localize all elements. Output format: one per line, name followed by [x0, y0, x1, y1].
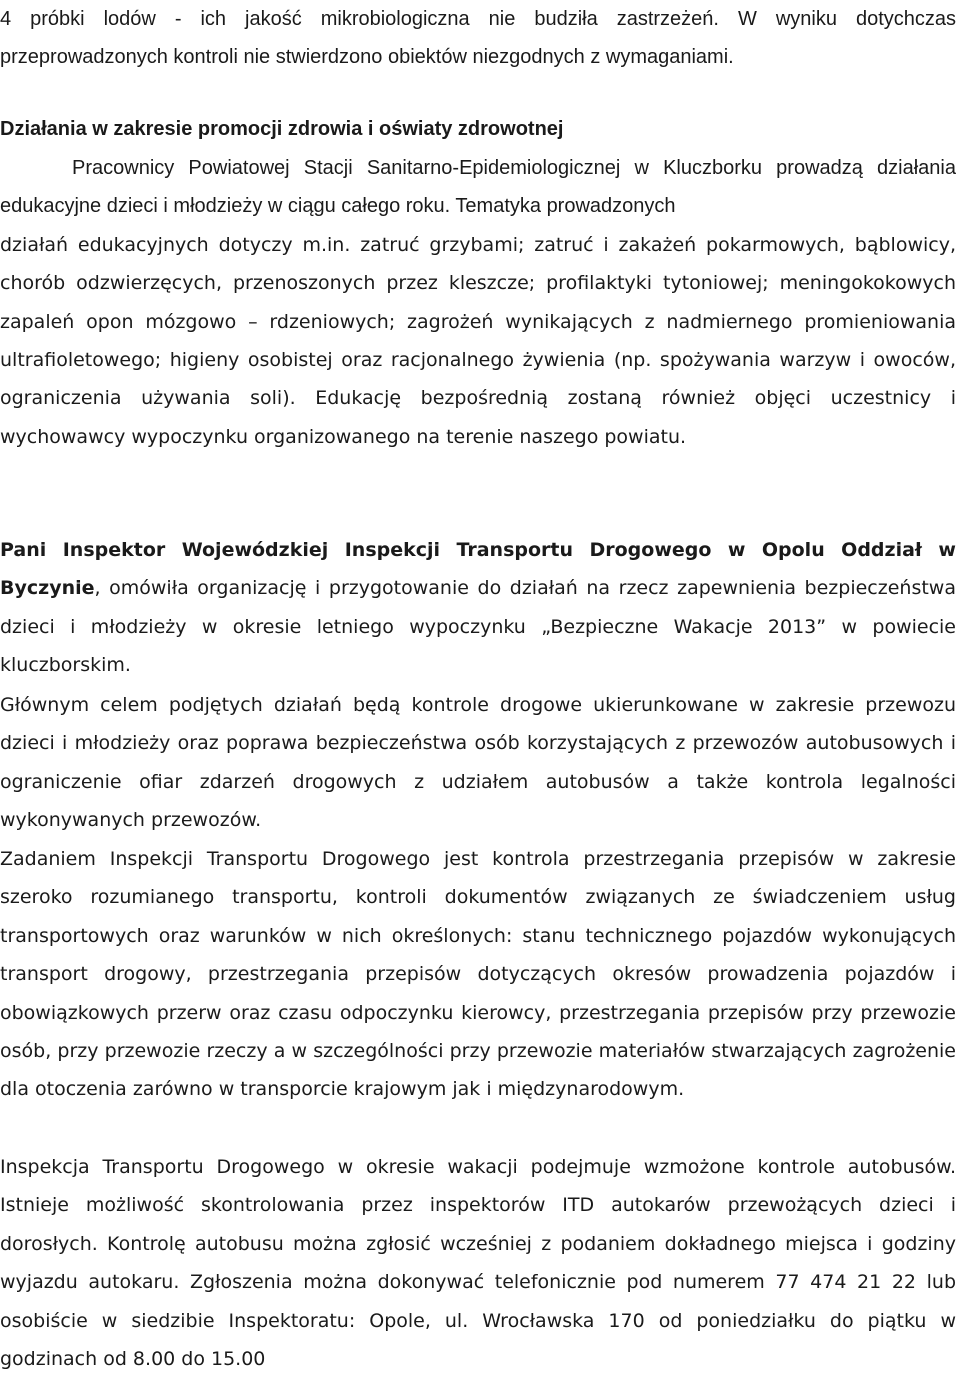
intro-paragraph: 4 próbki lodów - ich jakość mikrobiologiczna nie budziła zastrzeżeń. W wyniku dotychczas przeprowadzonych kontroli nie stwierdzono obiektów niezgodnych z wymaganiami. [0, 8, 956, 69]
inspector-rest: , omówiła organizację i przygotowanie do działań na rzecz zapewnienia bezpieczeństwa dzieci i młodzieży w okresie letniego wypoczynku „Bezpieczne Wakacje 2013” w powiecie kluczborskim. [0, 577, 956, 677]
itd-paragraph: Inspekcja Transportu Drogowego w okresie wakacji podejmuje wzmożone kontrole autobusów. Istnieje możliwość skontrolowania przez inspektorów ITD autokarów przewożących dzieci i dorosłych. Kontrolę autobusu można zgłosić wcześniej z podaniem dokładnego miejsca i godziny wyjazdu autokaru. Zgłoszenia można dokonywać telefonicznie pod numerem 77 474 21 22 lub osobiście w siedzibie Inspektoratu: Opole, ul. Wrocławska 170 od poniedziałku do piątku w godzinach od 8.00 do 15.00 [0, 1156, 956, 1371]
section-heading: Działania w zakresie promocji zdrowia i oświaty zdrowotnej [0, 118, 564, 140]
health-paragraph-part2: działań edukacyjnych dotyczy m.in. zatruć grzybami; zatruć i zakażeń pokarmowych, bąblowicy, chorób odzwierzęcych, przenoszonych przez kleszcze; profilaktyki tytoniowej; meningokokowych zapaleń opon mózgowo – rdzeniowych; zagrożeń wynikających z nadmiernego promieniowania ultrafioletowego; higieny osobistej oraz racjonalnego żywienia (np. spożywania warzyw i owoców, ograniczenia używania soli). Edukację bezpośrednią zostaną również objęci uczestnicy i wychowawcy wypoczynku organizowanego na terenie naszego powiatu. [0, 233, 956, 448]
inspector-bold-lead: Pani Inspektor Wojewódzkiej Inspekcji Transportu Drogowego w Opolu Oddział w Byczynie [0, 539, 956, 600]
health-paragraph [0, 149, 956, 456]
health-paragraph-part1: Pracownicy Powiatowej Stacji Sanitarno-Epidemiologicznej w Kluczborku prowadzą działania edukacyjne dzieci i młodzieży w ciągu całego roku. Tematyka prowadzonych [0, 157, 956, 218]
inspector-paragraph [0, 531, 956, 685]
task-paragraph: Zadaniem Inspekcji Transportu Drogowego jest kontrola przestrzegania przepisów w zakresie szeroko rozumianego transportu, kontroli dokumentów związanych ze świadczeniem usług transportowych oraz warunków w nich określonych: stanu technicznego pojazdów wykonujących transport drogowy, przestrzegania przepisów dotyczących okresów prowadzenia pojazdów i obowiązkowych przerw oraz czasu odpoczynku kierowcy, przestrzegania przepisów przy przewozie osób, przy przewozie rzeczy a w szczególności przy przewozie materiałów stwarzających zagrożenie dla otoczenia zarówno w transporcie krajowym jak i międzynarodowym. [0, 848, 956, 1101]
goal-paragraph: Głównym celem podjętych działań będą kontrole drogowe ukierunkowane w zakresie przewozu dzieci i młodzieży oraz poprawa bezpieczeństwa osób korzystających z przewozów autobusowych i ograniczenie ofiar zdarzeń drogowych z udziałem autobusów a także kontrola legalności wykonywanych przewozów. [0, 694, 956, 832]
